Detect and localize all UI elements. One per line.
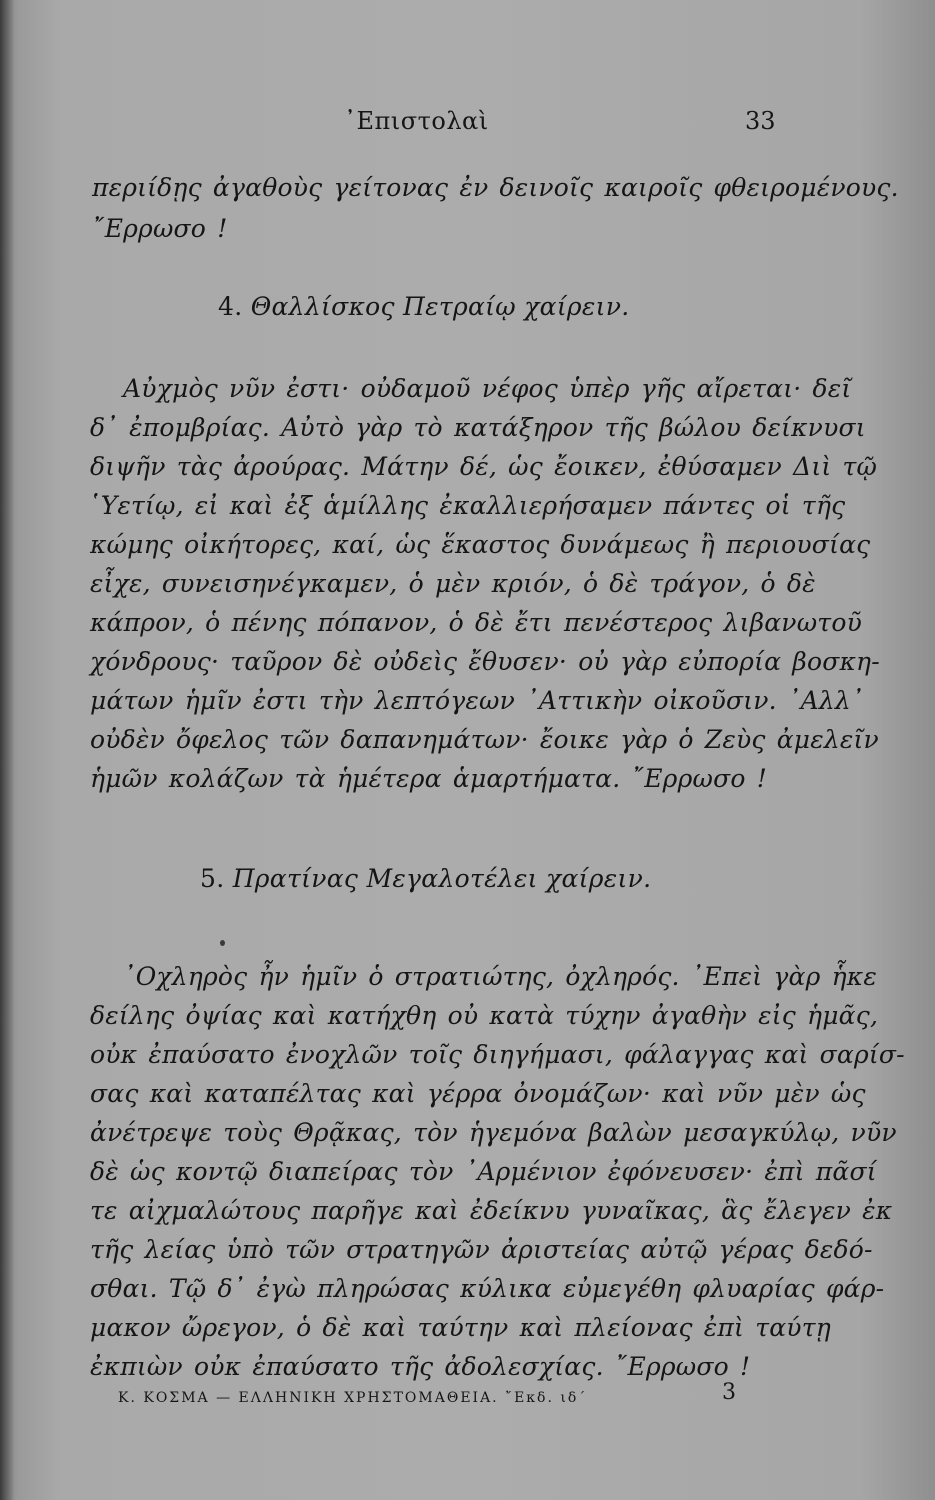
text-line: κάπρον, ὁ πένης πόπανον, ὁ δὲ ἔτι πενέστερος λιβανωτοῦ — [90, 608, 862, 637]
text-line: κώμης οἰκήτορες, καί, ὡς ἕκαστος δυνάμεως ἢ περιουσίας — [90, 530, 871, 559]
text-line: τε αἰχμαλώτους παρῆγε καὶ ἐδείκνυ γυναῖκας, ἃς ἔλεγεν ἐκ — [90, 1196, 893, 1225]
letter-4-heading — [218, 292, 630, 321]
text-line: σας καὶ καταπέλτας καὶ γέρρα ὀνομάζων· καὶ νῦν μὲν ὡς — [90, 1079, 866, 1108]
text-line: ῎Ερρωσο ! — [92, 214, 228, 243]
text-line: ῾Υετίῳ, εἰ καὶ ἐξ ἁμίλλης ἐκαλλιερήσαμεν πάντες οἱ τῆς — [88, 491, 846, 520]
text-line: ἀνέτρεψε τοὺς Θρᾷκας, τὸν ἡγεμόνα βαλὼν μεσαγκύλῳ, νῦν — [90, 1118, 897, 1147]
text-line: σθαι. Τῷ δ᾿ ἐγὼ πληρώσας κύλικα εὐμεγέθη φλυαρίας φάρ- — [90, 1274, 885, 1303]
text-line: Αὐχμὸς νῦν ἐστι· οὐδαμοῦ νέφος ὑπὲρ γῆς αἴρεται· δεῖ — [123, 374, 852, 403]
text-line: χόνδρους· ταῦρον δὲ οὐδεὶς ἔθυσεν· οὐ γὰρ εὐπορία βοσκη- — [90, 647, 880, 676]
text-line: μάτων ἡμῖν ἐστι τὴν λεπτόγεων ᾿Αττικὴν οἰκοῦσιν. ᾿Αλλ᾿ — [90, 686, 864, 715]
page-spine-shadow — [0, 0, 14, 1500]
text-line: ἐκπιὼν οὐκ ἐπαύσατο τῆς ἀδολεσχίας. ῎Ερρωσο ! — [90, 1352, 751, 1381]
text-line: περιίδῃς ἀγαθοὺς γείτονας ἐν δεινοῖς καιροῖς φθειρομένους. — [92, 173, 899, 202]
letter-5-heading — [200, 864, 651, 893]
text-line: μακον ὤρεγον, ὁ δὲ καὶ ταύτην καὶ πλείονας ἐπὶ ταύτῃ — [90, 1313, 831, 1342]
text-line: δείλης ὀψίας καὶ κατήχθη οὐ κατὰ τύχην ἀγαθὴν εἰς ἡμᾶς, — [90, 1001, 879, 1030]
text-line: δ᾿ ἐπομβρίας. Αὐτὸ γὰρ τὸ κατάξηρον τῆς βώλου δείκνυσι — [90, 413, 866, 442]
text-line: διψῆν τὰς ἀρούρας. Μάτην δέ, ὡς ἔοικεν, ἐθύσαμεν Διὶ τῷ — [90, 452, 878, 481]
text-line: εἶχε, συνεισηνέγκαμεν, ὁ μὲν κριόν, ὁ δὲ τράγον, ὁ δὲ — [90, 569, 816, 598]
text-line: δὲ ὡς κοντῷ διαπείρας τὸν ᾿Αρμένιον ἐφόνευσεν· ἐπὶ πᾶσί — [90, 1157, 877, 1186]
running-title: ᾿Επιστολαὶ — [344, 107, 489, 135]
footer-imprint: Κ. ΚΟΣΜΑ — ΕΛΛΗΝΙΚΗ ΧΡΗΣΤΟΜΑΘΕΙΑ. ῎Εκδ. ιδ´ — [118, 1390, 588, 1406]
letter-5-number: 5. — [200, 864, 225, 893]
letter-5-title: Πρατίνας Μεγαλοτέλει χαίρειν. — [232, 864, 652, 893]
text-line: οὐδὲν ὄφελος τῶν δαπανημάτων· ἔοικε γὰρ ὁ Ζεὺς ἀμελεῖν — [90, 725, 879, 754]
page-number: 33 — [745, 107, 776, 135]
text-line: ᾿Οχληρὸς ἦν ἡμῖν ὁ στρατιώτης, ὀχληρός. ᾿Επεὶ γὰρ ἧκε — [123, 962, 878, 991]
ink-speck — [220, 940, 225, 946]
text-line: οὐκ ἐπαύσατο ἐνοχλῶν τοῖς διηγήμασι, φάλαγγας καὶ σαρίσ- — [90, 1040, 905, 1069]
letter-4-title: Θαλλίσκος Πετραίῳ χαίρειν. — [250, 292, 630, 321]
signature-mark: 3 — [722, 1380, 736, 1405]
text-line: τῆς λείας ὑπὸ τῶν στρατηγῶν ἀριστείας αὐτῷ γέρας δεδό- — [90, 1235, 873, 1264]
letter-4-number: 4. — [218, 292, 243, 321]
text-line: ἡμῶν κολάζων τὰ ἡμέτερα ἁμαρτήματα. ῎Ερρωσο ! — [90, 764, 767, 793]
